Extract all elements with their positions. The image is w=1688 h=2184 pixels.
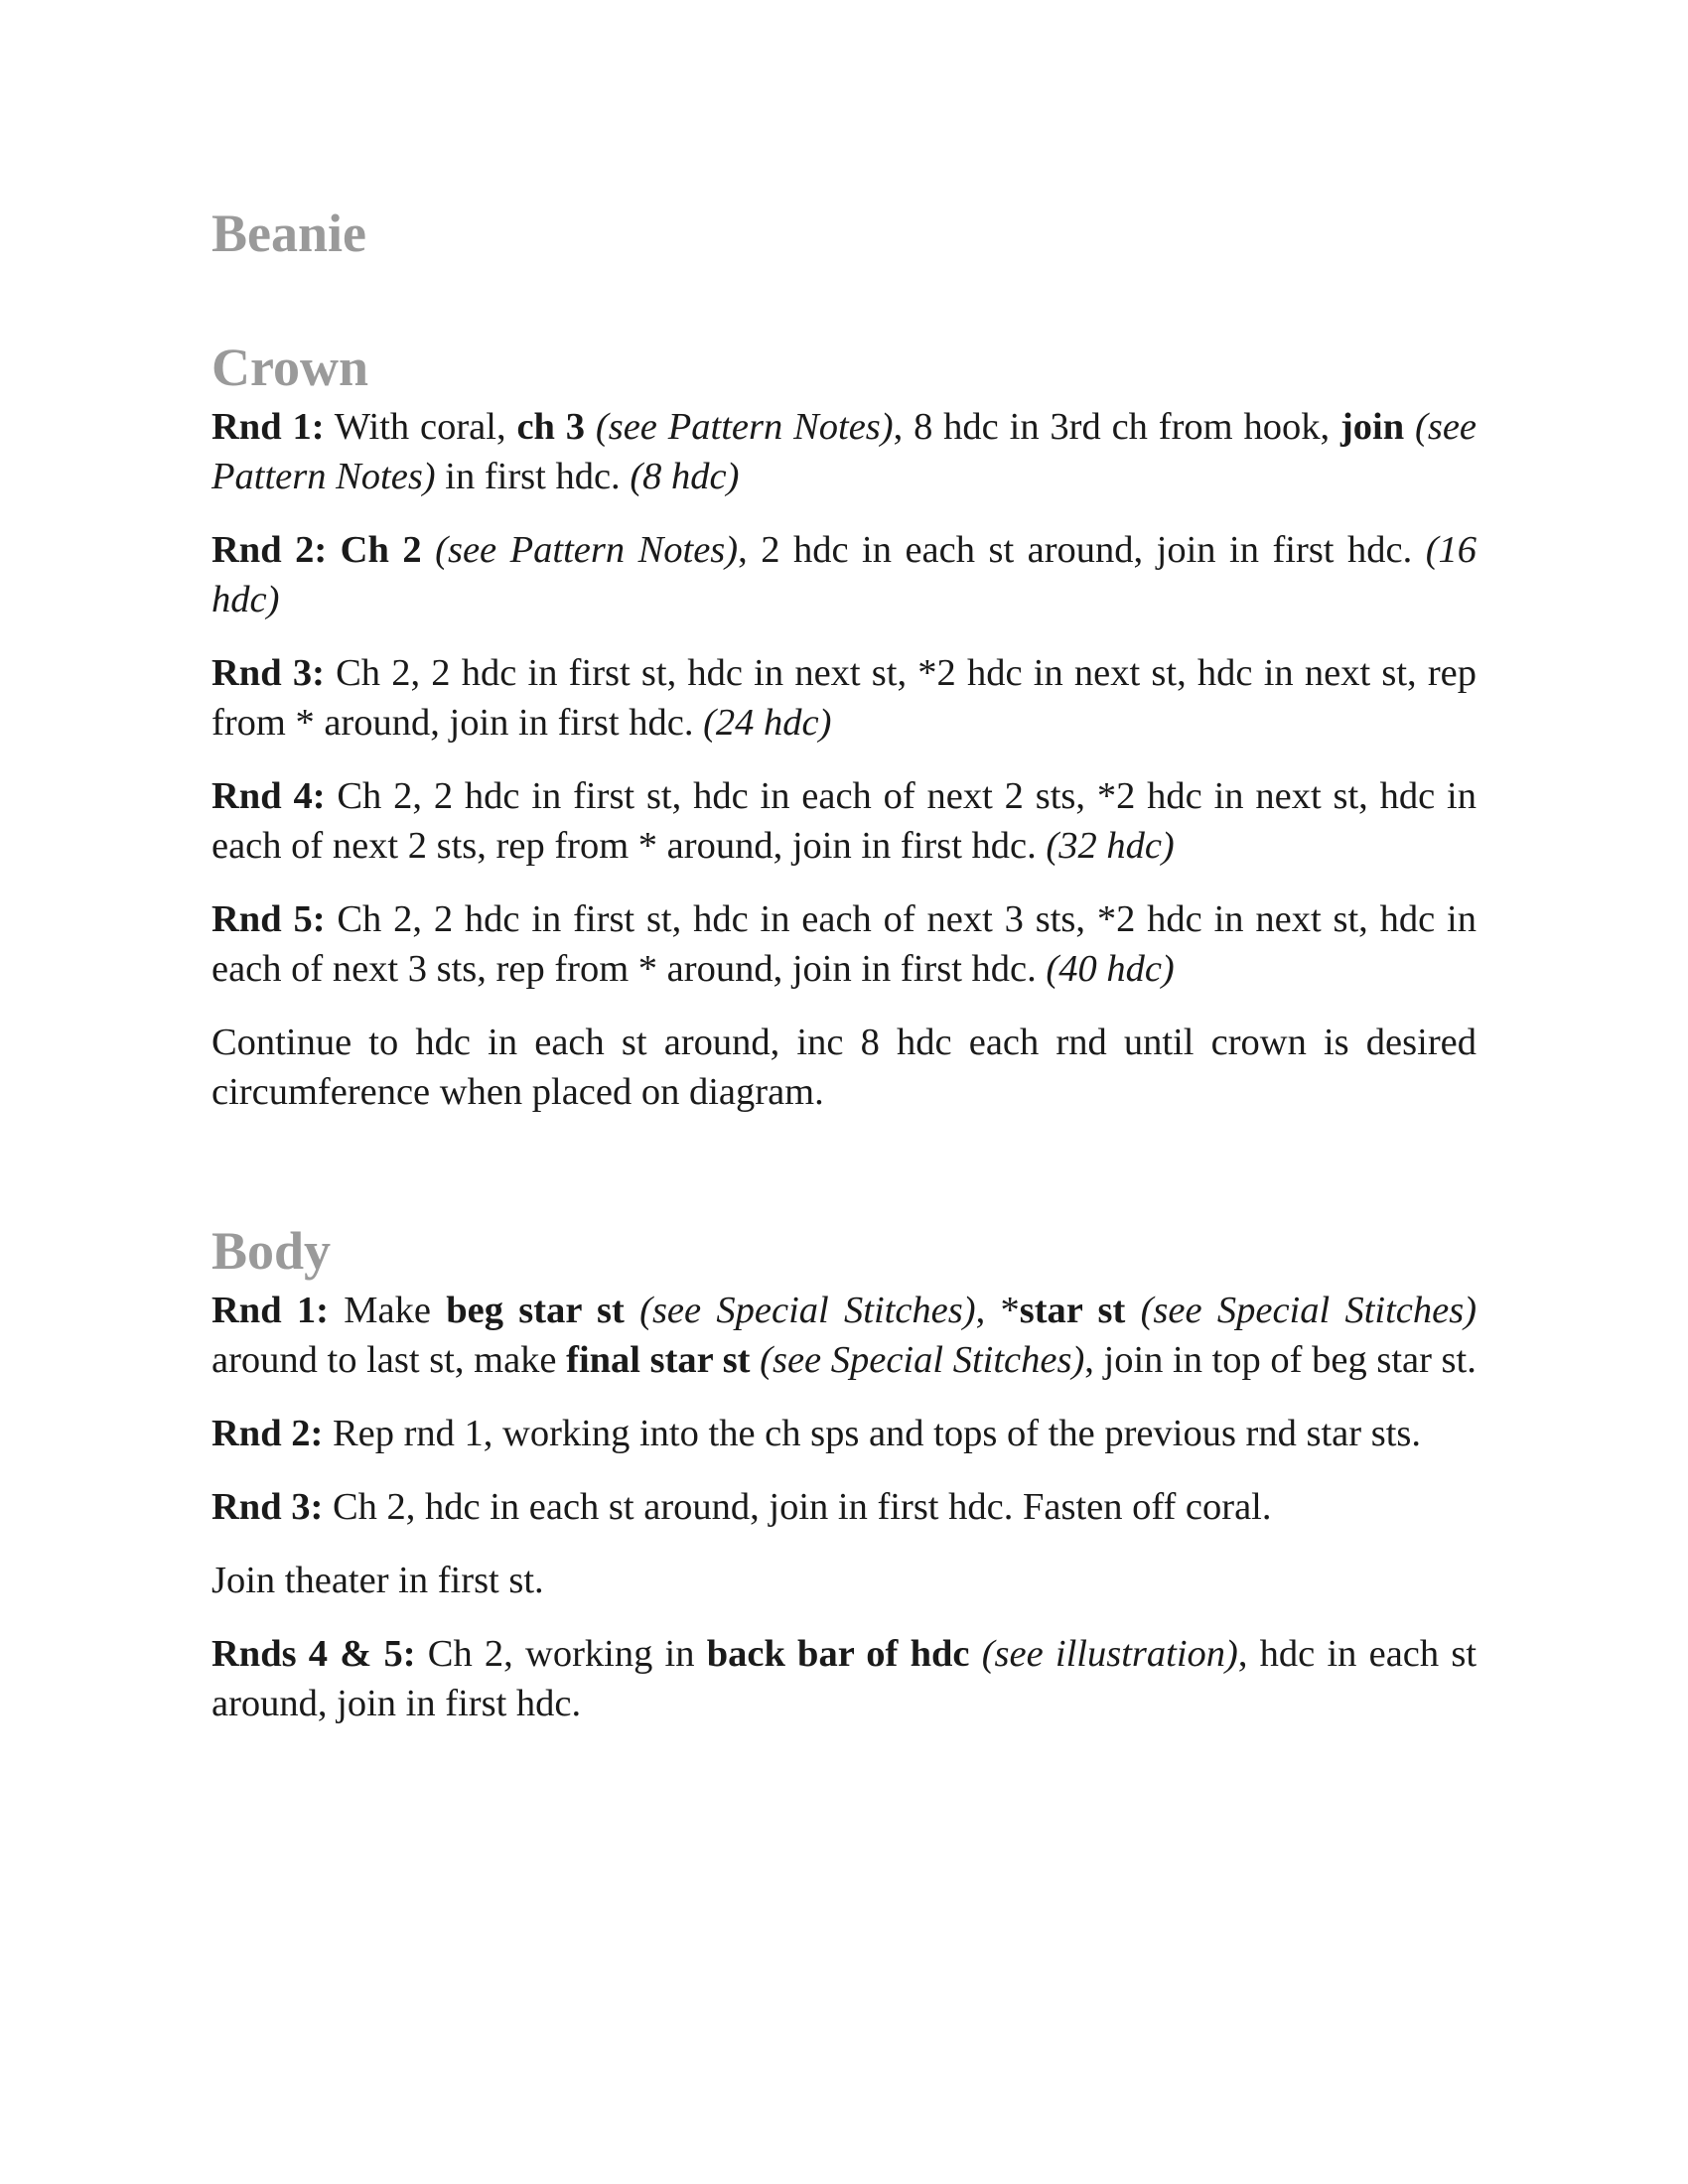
text-run: Make — [329, 1290, 447, 1331]
instruction-paragraph — [211, 1286, 1477, 1385]
bold-text: Rnd 1: — [211, 406, 325, 448]
bold-text: Rnd 2: — [211, 1413, 324, 1454]
text-run — [625, 1290, 639, 1331]
text-run: around to last st, make — [211, 1339, 567, 1381]
body-paragraphs — [211, 1286, 1477, 1728]
bold-text: Rnd 3: — [211, 652, 325, 694]
text-run: Ch 2, 2 hdc in first st, hdc in each of next 3 sts, *2 hdc in next st, hdc in each of next 3 sts, rep from * around, join in first hdc. — [211, 898, 1477, 990]
section-crown — [211, 333, 1477, 1117]
instruction-paragraph — [211, 1409, 1477, 1458]
italic-text: (32 hdc) — [1046, 825, 1175, 867]
crown-paragraphs — [211, 402, 1477, 1117]
text-run: Ch 2, working in — [415, 1633, 707, 1675]
text-run — [1125, 1290, 1140, 1331]
italic-text: (8 hdc) — [630, 456, 740, 497]
italic-text: (see Pattern Notes) — [211, 406, 1477, 497]
instruction-paragraph — [211, 1482, 1477, 1532]
text-run: Ch 2, hdc in each st around, join in first hdc. Fasten off coral. — [323, 1486, 1272, 1528]
italic-text: (see Pattern Notes) — [435, 529, 739, 571]
text-run: Continue to hdc in each st around, inc 8 hdc each rnd until crown is desired circumference when placed on diagram. — [211, 1022, 1477, 1113]
bold-text: ch 3 — [516, 406, 586, 448]
instruction-paragraph — [211, 1556, 1477, 1605]
italic-text: (24 hdc) — [703, 702, 832, 744]
italic-text: (see illustration) — [981, 1633, 1238, 1675]
instruction-paragraph — [211, 771, 1477, 871]
section-heading-crown: Crown — [211, 338, 369, 397]
instruction-paragraph — [211, 1629, 1477, 1728]
bold-text: Rnds 4 & 5: — [211, 1633, 416, 1675]
bold-text: beg star st — [446, 1290, 625, 1331]
bold-text: back bar of hdc — [706, 1633, 970, 1675]
italic-text: (40 hdc) — [1046, 948, 1175, 990]
section-body — [211, 1216, 1477, 1728]
italic-text: (16 hdc) — [211, 529, 1477, 620]
text-run: Ch 2, 2 hdc in first st, hdc in next st, *2 hdc in next st, hdc in next st, rep from * around, join in first hdc. — [211, 652, 1477, 744]
bold-text: Rnd 4: — [211, 775, 326, 817]
text-run — [970, 1633, 982, 1675]
text-run: , hdc in each st around, join in first hdc. — [211, 1633, 1477, 1724]
italic-text: (see Special Stitches) — [760, 1339, 1085, 1381]
bold-text: join — [1339, 406, 1405, 448]
bold-text: Rnd 5: — [211, 898, 326, 940]
text-run — [751, 1339, 761, 1381]
italic-text: (see Special Stitches) — [1140, 1290, 1477, 1331]
text-run: Ch 2, 2 hdc in first st, hdc in each of next 2 sts, *2 hdc in next st, hdc in each of next 2 sts, rep from * around, join in first hdc. — [211, 775, 1477, 867]
text-run: in first hdc. — [435, 456, 631, 497]
italic-text: (see Pattern Notes) — [595, 406, 894, 448]
text-run — [585, 406, 596, 448]
text-run — [1404, 406, 1415, 448]
instruction-paragraph — [211, 402, 1477, 501]
text-run: , join in top of beg star st. — [1084, 1339, 1477, 1381]
bold-text: Rnd 3: — [211, 1486, 324, 1528]
instruction-paragraph — [211, 1018, 1477, 1117]
bold-text: Rnd 1: — [211, 1290, 329, 1331]
text-run: , * — [975, 1290, 1020, 1331]
bold-text: Rnd 2: Ch 2 — [211, 529, 422, 571]
bold-text: star st — [1019, 1290, 1126, 1331]
text-run: Rep rnd 1, working into the ch sps and tops of the previous rnd star sts. — [323, 1413, 1421, 1454]
instruction-paragraph — [211, 648, 1477, 748]
text-run: , 8 hdc in 3rd ch from hook, — [893, 406, 1340, 448]
document-page — [211, 194, 1477, 1752]
text-run: , 2 hdc in each st around, join in first hdc. — [738, 529, 1426, 571]
section-heading-body: Body — [211, 1221, 332, 1281]
bold-text: final star st — [566, 1339, 751, 1381]
text-run: With coral, — [324, 406, 517, 448]
text-run — [422, 529, 436, 571]
text-run: Join theater in first st. — [211, 1560, 544, 1601]
instruction-paragraph — [211, 525, 1477, 624]
page-title: Beanie — [211, 204, 366, 263]
italic-text: (see Special Stitches) — [639, 1290, 976, 1331]
instruction-paragraph — [211, 894, 1477, 994]
